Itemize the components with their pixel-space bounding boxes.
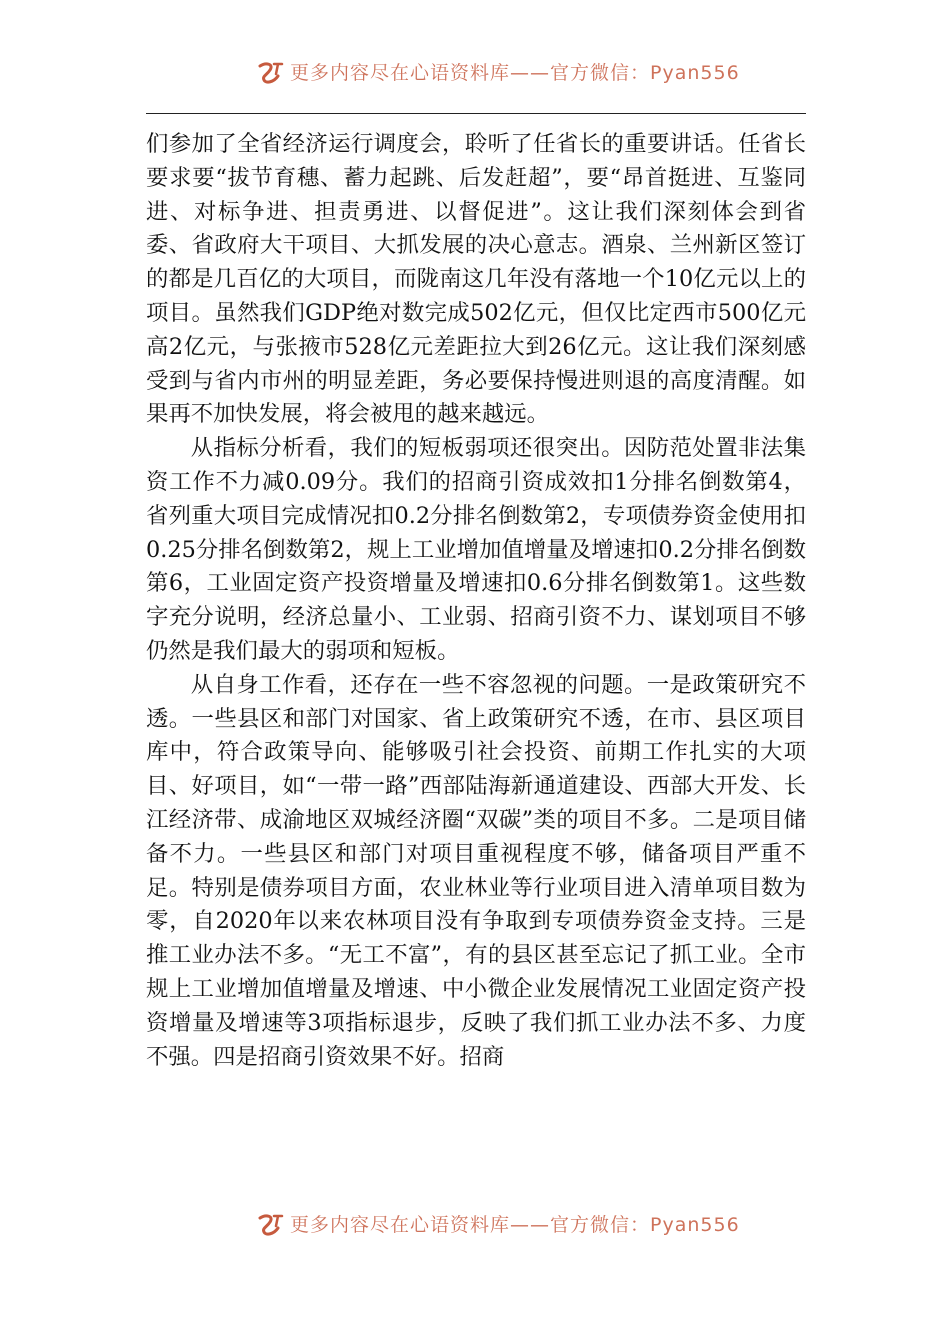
page-header xyxy=(0,56,950,96)
header-rule xyxy=(146,113,806,114)
page-footer xyxy=(0,1208,950,1248)
footer-watermark: 更多内容尽在心语资料库——官方微信：Pyan556 xyxy=(290,1214,740,1236)
paragraph-self-review: 从自身工作看，还存在一些不容忽视的问题。一是政策研究不透。一些县区和部门对国家、省上政策研究不透，在市、县区项目库中，符合政策导向、能够吸引社会投资、前期工作扎实的大项目、好项目，如“一带一路”西部陆海新通道建设、西部大开发、长江经济带、成渝地区双城经济圈“双碳”类的项目不多。二是项目储备不力。一些县区和部门对项目重视程度不够，储备项目严重不足。特别是债券项目方面，农业林业等行业项目进入清单项目数为零，自2020年以来农林项目没有争取到专项债券资金支持。三是推工业办法不多。“无工不富”，有的县区甚至忘记了抓工业。全市规上工业增加值增量及增速、中小微企业发展情况工业固定资产投资增量及增速等3项指标退步，反映了我们抓工业办法不多、力度不强。四是招商引资效果不好。招商 xyxy=(146,671,806,1070)
document-body xyxy=(146,128,806,1074)
paragraph-indicator-analysis: 从指标分析看，我们的短板弱项还很突出。因防范处置非法集资工作不力减0.09分。我们的招商引资成效扣1分排名倒数第4，省列重大项目完成情况扣0.2分排名倒数第2，专项债券资金使用扣0.25分排名倒数第2，规上工业增加值增量及增速扣0.2分排名倒数第6，工业固定资产投资增量及增速扣0.6分排名倒数第1。这些数字充分说明，经济总量小、工业弱、招商引资不力、谋划项目不够仍然是我们最大的弱项和短板。 xyxy=(146,435,806,664)
header-watermark: 更多内容尽在心语资料库——官方微信：Pyan556 xyxy=(290,62,740,84)
paragraph-continued: 们参加了全省经济运行调度会，聆听了任省长的重要讲话。任省长要求要“拔节育穗、蓄力起跳、后发赶超”，要“昂首挺进、互鉴同进、对标争进、担责勇进、以督促进”。这让我们深刻体会到省委、省政府大干项目、大抓发展的决心意志。酒泉、兰州新区签订的都是几百亿的大项目，而陇南这几年没有落地一个10亿元以上的项目。虽然我们GDP绝对数完成502亿元，但仅比定西市500亿元高2亿元，与张掖市528亿元差距拉大到26亿元。这让我们深刻感受到与省内市州的明显差距，务必要保持慢进则退的高度清醒。如果再不加快发展，将会被甩的越来越远。 xyxy=(146,131,806,428)
watermark-logo-icon xyxy=(256,60,286,86)
watermark-logo-icon xyxy=(256,1212,286,1238)
